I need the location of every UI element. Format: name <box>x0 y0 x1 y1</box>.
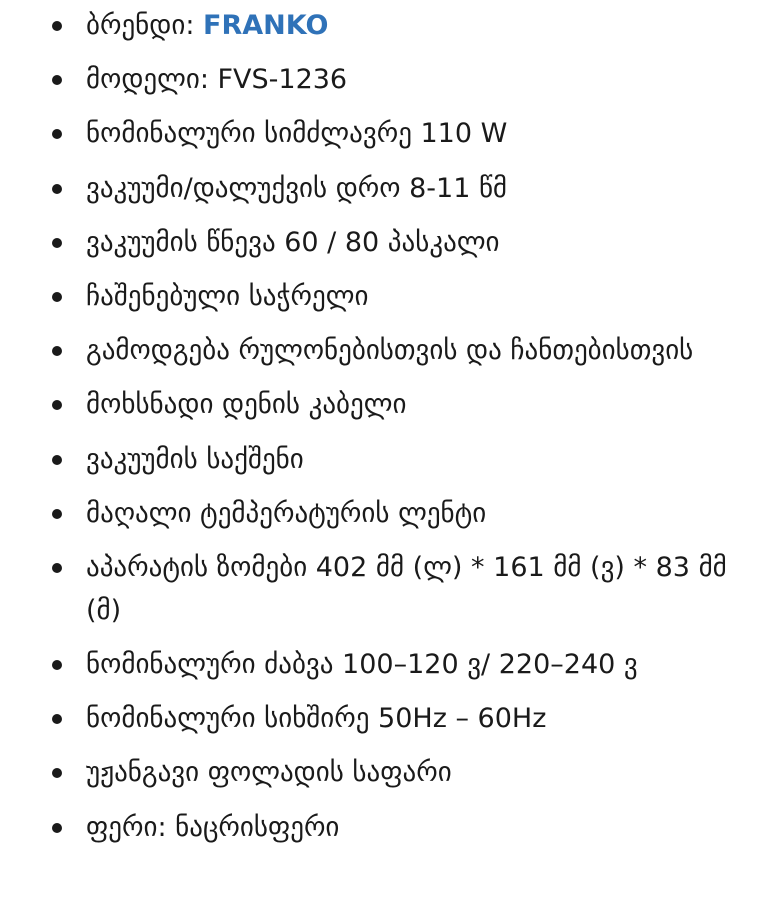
spec-text: ვაკუუმის წნევა 60 / 80 პასკალი <box>86 226 500 258</box>
spec-text: ფერი: ნაცრისფერი <box>86 811 340 843</box>
bullet-icon <box>52 346 62 356</box>
spec-text: ვაკუუმის საქშენი <box>86 443 304 475</box>
bullet-icon <box>52 292 62 302</box>
bullet-icon <box>52 455 62 465</box>
spec-item-power <box>0 112 775 155</box>
bullet-icon <box>52 563 62 573</box>
spec-item-pressure <box>0 221 775 264</box>
spec-text: გამოდგება რულონებისთვის და ჩანთებისთვის <box>86 335 694 367</box>
bullet-icon <box>52 660 62 670</box>
spec-text: ჩაშენებული საჭრელი <box>86 280 369 312</box>
bullet-icon <box>52 768 62 778</box>
spec-text: მაღალი ტემპერატურის ლენტი <box>86 497 487 529</box>
spec-text: ნომინალური სიხშირე 50Hz – 60Hz <box>86 703 547 735</box>
spec-item-dimensions <box>0 546 775 632</box>
spec-item-cable <box>0 383 775 426</box>
spec-item-brand <box>0 4 775 47</box>
spec-text: უჟანგავი ფოლადის საფარი <box>86 757 452 789</box>
spec-text: მოდელი: FVS-1236 <box>86 64 348 96</box>
bullet-icon <box>52 184 62 194</box>
spec-text: ნომინალური სიმძლავრე 110 W <box>86 118 508 150</box>
spec-item-voltage <box>0 643 775 686</box>
brand-link[interactable]: FRANKO <box>203 10 329 41</box>
spec-item-usage <box>0 329 775 372</box>
spec-text: ვაკუუმი/დალუქვის დრო 8-11 წმ <box>86 172 508 204</box>
spec-text: მოხსნადი დენის კაბელი <box>86 389 407 421</box>
spec-item-seal-time <box>0 167 775 210</box>
spec-item-cutter <box>0 275 775 318</box>
spec-item-cover <box>0 751 775 794</box>
spec-text: აპარატის ზომები 402 მმ (ლ) * 161 მმ (ვ) * 83 მმ (მ) <box>86 551 727 626</box>
spec-list <box>0 4 775 860</box>
spec-text: ნომინალური ძაბვა 100–120 ვ/ 220–240 ვ <box>86 649 638 681</box>
brand-label: ბრენდი: <box>86 10 204 41</box>
spec-item-model <box>0 58 775 101</box>
bullet-icon <box>52 714 62 724</box>
spec-item-nozzle <box>0 438 775 481</box>
bullet-icon <box>52 238 62 248</box>
bullet-icon <box>52 509 62 519</box>
bullet-icon <box>52 129 62 139</box>
spec-item-tape <box>0 492 775 535</box>
bullet-icon <box>52 823 62 833</box>
spec-item-color <box>0 806 775 849</box>
bullet-icon <box>52 21 62 31</box>
bullet-icon <box>52 75 62 85</box>
bullet-icon <box>52 400 62 410</box>
spec-item-frequency <box>0 697 775 740</box>
